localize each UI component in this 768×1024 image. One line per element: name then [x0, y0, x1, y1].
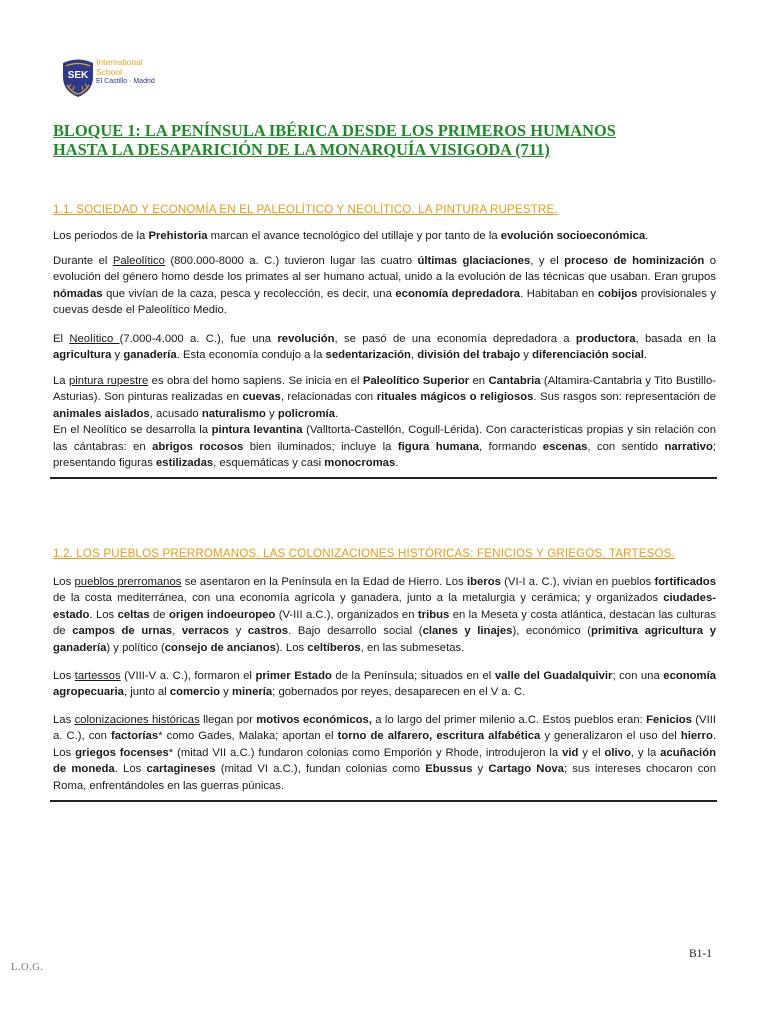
bold-text: vid [562, 746, 579, 759]
section-1-title: 1.1. SOCIEDAD Y ECONOMÍA EN EL PALEOLÍTICO Y NEOLÍTICO. LA PINTURA RUPESTRE. [53, 203, 558, 216]
bold-text: rituales mágicos o religiosos [376, 391, 534, 404]
text-run: marcan el avance tecnológico del utillaje y por tanto de la [207, 230, 501, 242]
bold-text: figura humana [397, 440, 480, 453]
bold-text: tribus [417, 608, 450, 621]
text-run: (VIII a. C.), con [53, 714, 716, 743]
bold-text: policromía [277, 407, 335, 420]
text-run: , en las submesetas. [360, 641, 465, 654]
bold-text: olivo [604, 746, 631, 759]
text-run: En el Neolítico se desarrolla la [53, 424, 212, 437]
bold-text: valle del Guadalquivir [494, 670, 613, 682]
section-2-paragraph-3 [53, 712, 716, 794]
bold-text: iberos [466, 576, 501, 588]
bold-text: sedentarización [325, 349, 411, 362]
text-run: , y el [530, 255, 565, 267]
section-2-divider [50, 800, 717, 802]
text-run: y [220, 686, 232, 699]
text-run: y generalizaron el uso del [540, 730, 681, 743]
bold-text: fortificados [654, 576, 716, 588]
text-run: y [111, 349, 124, 362]
bold-text: consejo de ancianos [164, 641, 276, 654]
text-run: La [53, 375, 69, 387]
text-run: y el [578, 746, 605, 759]
bold-text: Fenicios [646, 714, 692, 726]
logo-line-2: School [96, 66, 122, 77]
bold-text: división del trabajo [417, 349, 521, 362]
section-2-paragraph-2 [53, 668, 716, 701]
text-run: llegan por [199, 714, 257, 726]
text-run: , junto al [123, 686, 170, 699]
text-run: . Sus rasgos son: representación de [533, 391, 717, 404]
bold-text: agricultura [53, 349, 112, 362]
bold-text: revolución [277, 333, 335, 345]
text-run: de [149, 608, 169, 621]
text-run: se asentaron en la Península en la Edad de Hierro. Los [181, 576, 467, 588]
text-run: bien iluminados; incluye la [243, 440, 398, 453]
section-1-paragraph-1 [53, 228, 716, 244]
bold-text: naturalismo [201, 407, 266, 420]
text-run: en [469, 375, 489, 387]
text-run: . Los [89, 608, 118, 621]
text-run: . [645, 230, 649, 242]
page-number: B1-1 [689, 948, 712, 960]
text-run: . Bajo desarrollo social ( [288, 625, 423, 638]
bold-text: origen indoeuropeo [169, 608, 276, 621]
text-run: ; gobernados por reyes, desaparecen en el V a. C. [272, 686, 526, 699]
footer-author: L.O.G. [11, 962, 44, 973]
text-run: , esquemáticas y casi [213, 457, 325, 470]
text-run: (mitad VI a.C.), fundan colonias como [215, 763, 426, 776]
text-run: a lo largo del primer milenio a.C. Estos pueblos eran: [371, 714, 647, 726]
bold-text: griegos focenses [75, 746, 169, 759]
text-run: ). Los [275, 641, 308, 654]
bold-text: economía agropecuaria [53, 670, 717, 699]
text-run: , y la [630, 746, 661, 759]
text-run: o evolución del género homo desde los primates al ser humano actual, unido a la evolución de las técnicas que usaban. Eran grupos [53, 255, 717, 284]
text-run: * (mitad VII a.C.) fundaron colonias como Emporión y Rhode, introdujeron la [168, 746, 563, 759]
text-run: , [172, 625, 182, 638]
text-run: , [410, 349, 418, 362]
section-1-paragraph-4 [53, 373, 716, 471]
bold-text: clanes y linajes [422, 625, 513, 638]
bold-text: ciudades-estado [53, 592, 716, 621]
text-run: y [472, 763, 489, 776]
bold-text: celtas [117, 608, 150, 621]
text-run: Los periodos de la [53, 230, 149, 242]
underlined-term: Paleolítico [112, 255, 165, 267]
bold-text: diferenciación social [532, 349, 644, 362]
underlined-term: Neolítico [69, 333, 120, 345]
text-run: , formando [479, 440, 543, 453]
bold-text: Ebussus [425, 763, 473, 776]
bold-text: proceso de hominización [564, 255, 705, 267]
text-run: Los [53, 576, 75, 588]
text-run: (Altamira-Cantabria y Tito Bustillo-Asturias). Son pinturas realizadas en [53, 375, 716, 404]
text-run: . Los [53, 730, 716, 759]
text-run: ), económico ( [512, 625, 591, 638]
text-run: (7.000-4.000 a. C.), fue una [119, 333, 278, 345]
text-run: en la Meseta y costa atlántica, destacan las culturas de [53, 608, 716, 638]
bold-text: Prehistoria [148, 230, 208, 242]
bold-text: escenas [542, 440, 588, 453]
bold-text: Cartago Nova [488, 763, 564, 776]
logo-text [96, 58, 155, 87]
text-run: (V-III a.C.), organizados en [275, 608, 418, 621]
text-run: , relacionadas con [280, 391, 377, 404]
text-run: ; con una [612, 670, 664, 682]
bold-text: animales aislados [53, 407, 150, 420]
bold-text: castros [247, 625, 289, 638]
text-run: . Habitaban en [520, 287, 598, 300]
text-run: de la Península; situados en el [331, 670, 495, 682]
section-2-paragraph-1 [53, 574, 716, 656]
bold-text: productora [575, 333, 636, 345]
section-2-title: 1.2. LOS PUEBLOS PRERROMANOS. LAS COLONIZACIONES HISTÓRICAS: FENICIOS Y GRIEGOS. TARTESOS. [53, 547, 675, 560]
bold-text: primer Estado [255, 670, 332, 682]
text-run: que vivían de la caza, pesca y recolección, es decir, una [102, 287, 396, 300]
bold-text: ganadería [123, 349, 177, 362]
text-run: y [228, 625, 248, 638]
text-run: ; presentando figuras [53, 440, 716, 470]
page-title [53, 121, 723, 159]
text-run: ) y político ( [106, 641, 165, 654]
bold-text: factorías [111, 730, 159, 743]
page-title-line-2: HASTA LA DESAPARICIÓN DE LA MONARQUÍA VISIGODA (711) [53, 140, 550, 159]
text-run: (VIII-V a. C.), formaron el [120, 670, 256, 682]
bold-text: cartagineses [146, 763, 216, 776]
underlined-term: pintura rupestre [68, 375, 149, 387]
text-run: , acusado [149, 407, 202, 420]
text-run: . [334, 407, 339, 420]
text-run: de la costa mediterránea, con una economía agrícola y ganadera, junto a la metalurgia y cerámica; y organizados [53, 592, 664, 605]
bold-text: evolución socioeconómica [500, 230, 646, 242]
text-run: El [53, 333, 70, 345]
bold-text: economía depredadora [395, 287, 521, 300]
bold-text: narrativo [664, 440, 713, 453]
logo-line-1: International [96, 57, 143, 67]
text-run: (Valltorta-Castellón, Cogull-Lérida). Con características propias y sin relación con las cántabras: en [53, 424, 716, 453]
text-run: (VI-I a. C.), vivían en pueblos [500, 576, 655, 588]
text-run: Los [53, 670, 75, 682]
underlined-term: pueblos prerromanos [74, 576, 182, 588]
underlined-term: tartessos [74, 670, 121, 682]
bold-text: campos de urnas [72, 625, 173, 638]
logo-line-3: El Castillo · Madrid [96, 78, 155, 85]
bold-text: cobijos [597, 287, 638, 300]
bold-text: estilizadas [156, 457, 214, 470]
bold-text: motivos económicos, [256, 714, 372, 726]
bold-text: celtíberos [307, 641, 361, 654]
bold-text: Paleolítico Superior [362, 375, 470, 387]
section-1-paragraph-3 [53, 331, 716, 364]
text-run: (800.000-8000 a. C.) tuvieron lugar las cuatro [164, 255, 418, 267]
underlined-term: colonizaciones históricas [74, 714, 200, 726]
text-run: . Esta economía condujo a la [176, 349, 326, 362]
bold-text: comercio [169, 686, 221, 699]
text-run: provisionales y cuevas desde el Paleolítico Medio. [53, 287, 717, 317]
text-run: es obra del homo sapiens. Se inicia en el [148, 375, 363, 387]
text-run: . Los [114, 763, 147, 776]
text-run: y [520, 349, 533, 362]
text-run: Las [53, 714, 75, 726]
bold-text: nómadas [53, 287, 103, 300]
bold-text: hierro [680, 730, 713, 743]
text-run: , con sentido [587, 440, 665, 453]
text-run: , se pasó de una economía depredadora a [334, 333, 576, 345]
text-run: . [643, 349, 648, 362]
logo-badge-text: SEK [67, 70, 89, 81]
section-1-paragraph-2 [53, 253, 716, 319]
bold-text: acuñación de moneda [53, 746, 716, 776]
bold-text: primitiva agricultura y ganadería [53, 625, 716, 654]
text-run: * como Gades, Malaka; aportan el [158, 730, 338, 743]
page-title-line-1: BLOQUE 1: LA PENÍNSULA IBÉRICA DESDE LOS PRIMEROS HUMANOS [53, 121, 616, 140]
bold-text: monocromas [324, 457, 396, 470]
bold-text: minería [231, 686, 273, 699]
text-run: Durante el [53, 255, 113, 267]
bold-text: abrigos rocosos [152, 440, 244, 453]
bold-text: cuevas [242, 391, 281, 404]
bold-text: últimas glaciaciones [417, 255, 531, 267]
text-run: y [265, 407, 278, 420]
bold-text: torno de alfarero, escritura alfabética [337, 730, 541, 743]
text-run: . [395, 457, 399, 470]
text-run: ; sus intereses chocaron con Roma, enfrentándoles en las guerras púnicas. [53, 763, 716, 792]
bold-text: verracos [181, 625, 229, 638]
bold-text: pintura levantina [211, 424, 303, 437]
text-run: , basada en la [635, 333, 717, 345]
section-1-divider [50, 477, 717, 479]
bold-text: Cantabria [488, 375, 541, 387]
